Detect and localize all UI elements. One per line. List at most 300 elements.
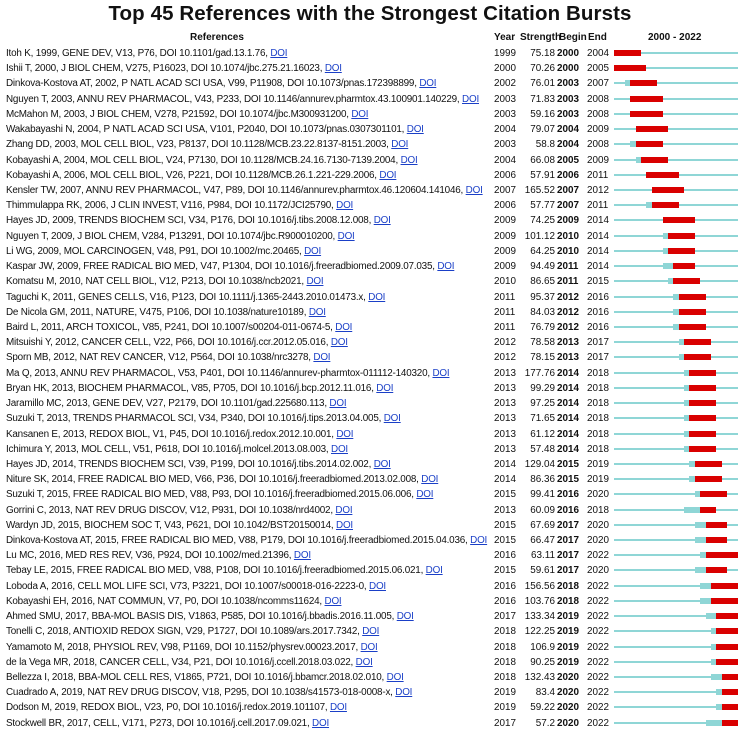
burst-timeline [614,472,738,487]
burst-end: 2018 [587,443,609,455]
reference-text: Bryan HK, 2013, BIOCHEM PHARMACOL, V85, P705, DOI 10.1016/j.bcp.2012.11.016, [6,382,377,394]
burst-end: 2008 [587,139,609,151]
doi-link[interactable]: DOI [304,245,322,257]
burst-bar [722,720,738,726]
doi-link[interactable]: DOI [369,580,386,592]
burst-strength: 132.43 [524,672,555,684]
reference-year: 2014 [494,474,516,486]
burst-begin: 2017 [557,535,579,547]
burst-end: 2005 [587,63,609,75]
reference-text: Wakabayashi N, 2004, P NATL ACAD SCI USA, V101, P2040, DOI 10.1073/pnas.0307301101, [6,124,407,136]
burst-bar [679,324,706,330]
doi-link[interactable]: DOI [312,717,330,729]
burst-end: 2014 [587,215,609,227]
reference-text: Ishii T, 2000, J BIOL CHEM, V275, P16023, DOI 10.1074/jbc.275.21.16023, [6,63,325,75]
reference-year: 2002 [494,78,516,90]
reference-text: Baird L, 2011, ARCH TOXICOL, V85, P241, DOI 10.1007/s00204-011-0674-5, [6,321,336,333]
burst-end: 2014 [587,261,609,273]
burst-bar [614,50,641,56]
reference-citation [6,670,404,685]
doi-link[interactable]: DOI [330,337,348,349]
burst-begin: 2013 [557,352,579,364]
burst-end: 2016 [587,321,609,333]
burst-bar [673,263,695,269]
burst-timeline [614,305,738,320]
reference-row [0,244,740,259]
doi-link[interactable]: DOI [386,672,404,684]
doi-link[interactable]: DOI [400,154,418,166]
reference-row [0,320,740,335]
burst-end: 2008 [587,108,609,120]
burst-bar [668,233,695,239]
burst-bar [706,552,738,558]
doi-link[interactable]: DOI [465,184,483,196]
reference-citation [6,229,355,244]
doi-link[interactable]: DOI [462,93,479,105]
doi-link[interactable]: DOI [379,169,397,181]
burst-strength: 71.83 [530,93,555,105]
burst-timeline [614,92,738,107]
reference-citation [6,472,438,487]
burst-begin: 2010 [557,245,579,257]
burst-bar [689,446,716,452]
header-references: References [190,32,244,43]
doi-link[interactable]: DOI [355,656,373,668]
header-begin: Begin [559,32,587,43]
burst-end: 2020 [587,489,609,501]
burst-strength: 101.12 [524,230,555,242]
burst-begin: 2014 [557,398,579,410]
doi-link[interactable]: DOI [351,108,369,120]
doi-link[interactable]: DOI [373,458,391,470]
burst-bar [652,202,679,208]
burst-bar [716,659,738,665]
reference-citation [6,137,408,152]
reference-row [0,107,740,122]
doi-link[interactable]: DOI [360,641,378,653]
burst-timeline [614,716,738,731]
burst-bar [695,476,722,482]
reference-citation [6,305,326,320]
burst-begin: 2017 [557,565,579,577]
reference-row [0,61,740,76]
burst-begin: 2020 [557,702,579,714]
burst-end: 2022 [587,717,609,729]
reference-text: Tebay LE, 2015, FREE RADICAL BIO MED, V88, P108, DOI 10.1016/j.freeradbiomed.2015.06.021, [6,565,426,577]
header-year: Year [494,32,516,43]
burst-end: 2018 [587,504,609,516]
reference-row [0,503,740,518]
reference-citation [6,579,386,594]
burst-end: 2018 [587,413,609,425]
doi-link[interactable]: DOI [416,489,434,501]
burst-begin: 2016 [557,504,579,516]
reference-citation [6,487,433,502]
timeline-active-segment [706,720,722,726]
reference-text: Ahmed SMU, 2017, BBA-MOL BASIS DIS, V1863, P585, DOI 10.1016/j.bbadis.2016.11.005, [6,611,397,623]
burst-begin: 2015 [557,458,579,470]
reference-citation [6,335,348,350]
doi-link[interactable]: DOI [336,428,354,440]
reference-row [0,153,740,168]
doi-link[interactable]: DOI [270,48,288,59]
burst-begin: 2011 [557,261,579,273]
reference-row [0,640,740,655]
burst-strength: 63.11 [531,550,555,562]
reference-text: Mitsuishi Y, 2012, CANCER CELL, V22, P66, DOI 10.1016/j.ccr.2012.05.016, [6,337,331,349]
reference-year: 2013 [494,428,516,440]
reference-text: Kensler TW, 2007, ANNU REV PHARMACOL, V47, P89, DOI 10.1146/annurev.pharmtox.46.120604.141046, [6,184,466,196]
doi-link[interactable]: DOI [324,595,342,607]
burst-timeline [614,548,738,563]
burst-bar [700,491,727,497]
reference-year: 2009 [494,215,516,227]
burst-end: 2011 [587,200,609,212]
doi-link[interactable]: DOI [306,276,324,288]
timeline-baseline [614,372,738,374]
reference-year: 2000 [494,63,516,75]
reference-citation [6,533,487,548]
burst-begin: 2005 [557,154,579,166]
reference-row [0,122,740,137]
burst-bar [636,141,663,147]
burst-strength: 97.25 [530,398,555,410]
burst-end: 2022 [587,656,609,668]
burst-begin: 2012 [557,306,579,318]
doi-link[interactable]: DOI [331,443,348,455]
doi-link[interactable]: DOI [419,78,437,90]
doi-link[interactable]: DOI [337,230,355,242]
burst-strength: 83.4 [535,687,555,699]
burst-strength: 57.91 [530,169,555,181]
burst-end: 2011 [587,169,609,181]
burst-begin: 2007 [557,184,579,196]
burst-bar [706,522,728,528]
reference-row [0,213,740,228]
doi-link[interactable]: DOI [425,565,443,577]
doi-link[interactable]: DOI [396,611,414,623]
burst-begin: 2017 [557,550,579,562]
doi-link[interactable]: DOI [335,321,353,333]
burst-strength: 57.2 [535,717,555,729]
burst-begin: 2013 [557,337,579,349]
reference-year: 2013 [494,443,516,455]
doi-link[interactable]: DOI [395,687,413,699]
reference-text: Loboda A, 2016, CELL MOL LIFE SCI, V73, P3221, DOI 10.1007/s00018-016-2223-0, [6,580,370,592]
timeline-active-segment [711,674,722,680]
burst-timeline [614,244,738,259]
burst-end: 2007 [587,78,609,90]
burst-end: 2009 [587,124,609,136]
burst-begin: 2000 [557,63,579,75]
reference-text: Ichimura Y, 2013, MOL CELL, V51, P618, DOI 10.1016/j.molcel.2013.08.003, [6,443,332,455]
burst-bar [689,385,716,391]
burst-bar [706,567,728,573]
reference-row [0,685,740,700]
burst-strength: 133.34 [524,611,555,623]
reference-year: 2017 [494,611,516,623]
reference-text: Kobayashi A, 2004, MOL CELL BIOL, V24, P7130, DOI 10.1128/MCB.24.16.7130-7139.2004, [6,154,401,166]
burst-end: 2008 [587,93,609,105]
reference-row [0,457,740,472]
burst-end: 2020 [587,519,609,531]
burst-timeline [614,579,738,594]
reference-row [0,563,740,578]
reference-citation [6,685,412,700]
burst-timeline [614,640,738,655]
burst-strength: 58.8 [535,139,555,151]
burst-timeline [614,335,738,350]
burst-timeline [614,533,738,548]
burst-strength: 67.69 [530,519,555,531]
reference-text: Kobayashi A, 2006, MOL CELL BIOL, V26, P221, DOI 10.1128/MCB.26.1.221-229.2006, [6,169,380,181]
doi-link[interactable]: DOI [368,291,386,303]
burst-begin: 2017 [557,519,579,531]
burst-begin: 2000 [557,48,579,59]
burst-begin: 2018 [557,595,579,607]
burst-end: 2022 [587,595,609,607]
reference-year: 2003 [494,108,516,120]
reference-citation [6,396,346,411]
reference-citation [6,366,449,381]
burst-bar [716,628,738,634]
burst-timeline [614,381,738,396]
reference-row [0,396,740,411]
burst-timeline [614,518,738,533]
burst-begin: 2003 [557,93,579,105]
burst-timeline [614,563,738,578]
header-timeline-range: 2000 - 2022 [648,32,702,43]
header-strength: Strength [520,32,562,43]
burst-timeline [614,259,738,274]
burst-end: 2019 [587,458,609,470]
burst-end: 2016 [587,306,609,318]
burst-timeline [614,350,738,365]
doi-link[interactable]: DOI [335,504,353,516]
reference-row [0,76,740,91]
reference-text: Kobayashi EH, 2016, NAT COMMUN, V7, P0, DOI 10.1038/ncomms11624, [6,595,325,607]
timeline-baseline [614,448,738,450]
burst-bar [722,674,738,680]
burst-strength: 177.76 [524,367,555,379]
burst-timeline [614,274,738,289]
burst-bar [636,126,668,132]
doi-link[interactable]: DOI [336,519,353,531]
timeline-active-segment [695,567,706,573]
reference-citation [6,427,353,442]
burst-timeline [614,153,738,168]
burst-timeline [614,411,738,426]
reference-year: 2016 [494,595,516,607]
burst-strength: 74.25 [530,215,555,227]
burst-strength: 78.15 [530,352,555,364]
reference-year: 2015 [494,535,516,547]
timeline-baseline [614,509,738,511]
reference-citation [6,61,342,76]
reference-row [0,290,740,305]
reference-row [0,442,740,457]
burst-bar [689,431,716,437]
burst-timeline [614,487,738,502]
timeline-baseline [614,433,738,435]
reference-row [0,335,740,350]
burst-begin: 2012 [557,291,579,303]
reference-year: 2015 [494,519,516,531]
reference-text: Zhang DD, 2003, MOL CELL BIOL, V23, P8137, DOI 10.1128/MCB.23.22.8137-8151.2003, [6,139,392,151]
reference-year: 2007 [494,184,516,196]
burst-strength: 71.65 [530,413,555,425]
doi-link[interactable]: DOI [437,261,455,273]
reference-text: Tonelli C, 2018, ANTIOXID REDOX SIGN, V29, P1727, DOI 10.1089/ars.2017.7342, [6,626,363,638]
burst-begin: 2012 [557,321,579,333]
burst-strength: 99.41 [530,489,555,501]
reference-year: 2015 [494,489,516,501]
doi-link[interactable]: DOI [406,124,424,136]
doi-link[interactable]: DOI [376,382,394,394]
burst-strength: 76.01 [530,78,555,90]
doi-link[interactable]: DOI [421,474,439,486]
burst-end: 2022 [587,611,609,623]
burst-timeline [614,137,738,152]
doi-link[interactable]: DOI [432,367,450,379]
burst-strength: 79.07 [530,124,555,136]
reference-citation [6,46,287,61]
doi-link[interactable]: DOI [383,413,401,425]
burst-end: 2022 [587,687,609,699]
reference-year: 2009 [494,245,516,257]
reference-citation [6,411,401,426]
reference-year: 2018 [494,641,516,653]
reference-text: Niture SK, 2014, FREE RADICAL BIO MED, V66, P36, DOI 10.1016/j.freeradbiomed.2013.02.008, [6,474,422,486]
burst-begin: 2011 [557,276,579,288]
reference-text: Komatsu M, 2010, NAT CELL BIOL, V12, P213, DOI 10.1038/ncb2021, [6,276,307,288]
burst-timeline [614,503,738,518]
burst-strength: 86.36 [530,474,555,486]
doi-link[interactable]: DOI [313,352,331,364]
burst-end: 2020 [587,565,609,577]
reference-year: 2019 [494,687,516,699]
burst-strength: 78.58 [530,337,555,349]
burst-bar [673,278,700,284]
burst-end: 2022 [587,550,609,562]
burst-end: 2022 [587,641,609,653]
reference-citation [6,594,341,609]
burst-bar [652,187,684,193]
reference-text: Thimmulappa RK, 2006, J CLIN INVEST, V116, P984, DOI 10.1172/JCI25790, [6,200,337,212]
burst-strength: 103.76 [524,595,555,607]
reference-text: Ma Q, 2013, ANNU REV PHARMACOL, V53, P401, DOI 10.1146/annurev-pharmtox-011112-140320, [6,367,433,379]
reference-row [0,229,740,244]
reference-row [0,198,740,213]
reference-year: 2012 [494,337,516,349]
burst-begin: 2020 [557,717,579,729]
burst-begin: 2014 [557,382,579,394]
timeline-active-segment [663,263,674,269]
doi-link[interactable]: DOI [329,702,347,714]
header-end: End [588,32,607,43]
reference-year: 2006 [494,200,516,212]
reference-row [0,381,740,396]
burst-strength: 61.12 [530,428,555,440]
doi-link[interactable]: DOI [329,398,347,410]
doi-link[interactable]: DOI [308,306,326,318]
burst-end: 2022 [587,580,609,592]
reference-year: 2015 [494,565,516,577]
reference-citation [6,320,352,335]
page-title: Top 45 References with the Strongest Citation Bursts [108,2,632,25]
burst-begin: 2014 [557,428,579,440]
burst-end: 2014 [587,245,609,257]
reference-citation [6,624,379,639]
burst-bar [679,309,706,315]
timeline-baseline [614,417,738,419]
reference-text: Nguyen T, 2003, ANNU REV PHARMACOL, V43, P233, DOI 10.1146/annurev.pharmtox.43.100901.140229, [6,93,463,105]
burst-strength: 57.77 [530,200,555,212]
burst-begin: 2014 [557,443,579,455]
burst-strength: 156.56 [524,580,555,592]
doi-link[interactable]: DOI [293,550,311,562]
burst-end: 2014 [587,230,609,242]
burst-timeline [614,457,738,472]
burst-timeline [614,290,738,305]
reference-row [0,548,740,563]
burst-timeline [614,229,738,244]
doi-link[interactable]: DOI [336,200,354,212]
reference-year: 2013 [494,382,516,394]
reference-row [0,350,740,365]
burst-timeline [614,320,738,335]
reference-citation [6,107,368,122]
reference-year: 2011 [494,291,516,303]
burst-bar [684,354,711,360]
burst-strength: 99.29 [530,382,555,394]
burst-begin: 2019 [557,656,579,668]
burst-strength: 64.25 [530,245,555,257]
burst-bar [684,339,711,345]
reference-text: Dodson M, 2019, REDOX BIOL, V23, P0, DOI 10.1016/j.redox.2019.101107, [6,702,330,714]
burst-begin: 2014 [557,413,579,425]
reference-row [0,92,740,107]
burst-end: 2017 [587,352,609,364]
reference-year: 2010 [494,276,516,288]
burst-strength: 95.37 [530,291,555,303]
reference-text: Stockwell BR, 2017, CELL, V171, P273, DOI 10.1016/j.cell.2017.09.021, [6,717,313,729]
doi-link[interactable]: DOI [373,215,391,227]
burst-bar [716,644,738,650]
doi-link[interactable]: DOI [362,626,380,638]
burst-timeline [614,107,738,122]
burst-bar [700,507,716,513]
reference-text: Li WG, 2009, MOL CARCINOGEN, V48, P91, DOI 10.1002/mc.20465, [6,245,305,257]
burst-bar [711,583,738,589]
burst-bar [695,461,722,467]
burst-end: 2012 [587,184,609,196]
reference-year: 2013 [494,367,516,379]
burst-strength: 122.25 [524,626,555,638]
burst-end: 2018 [587,398,609,410]
doi-link[interactable]: DOI [470,535,488,547]
reference-text: Bellezza I, 2018, BBA-MOL CELL RES, V1865, P721, DOI 10.1016/j.bbamcr.2018.02.010, [6,672,387,684]
doi-link[interactable]: DOI [391,139,409,151]
burst-end: 2022 [587,702,609,714]
reference-row [0,411,740,426]
burst-timeline [614,685,738,700]
reference-citation [6,259,454,274]
burst-timeline [614,366,738,381]
doi-link[interactable]: DOI [324,63,342,75]
reference-citation [6,716,329,731]
burst-timeline [614,213,738,228]
